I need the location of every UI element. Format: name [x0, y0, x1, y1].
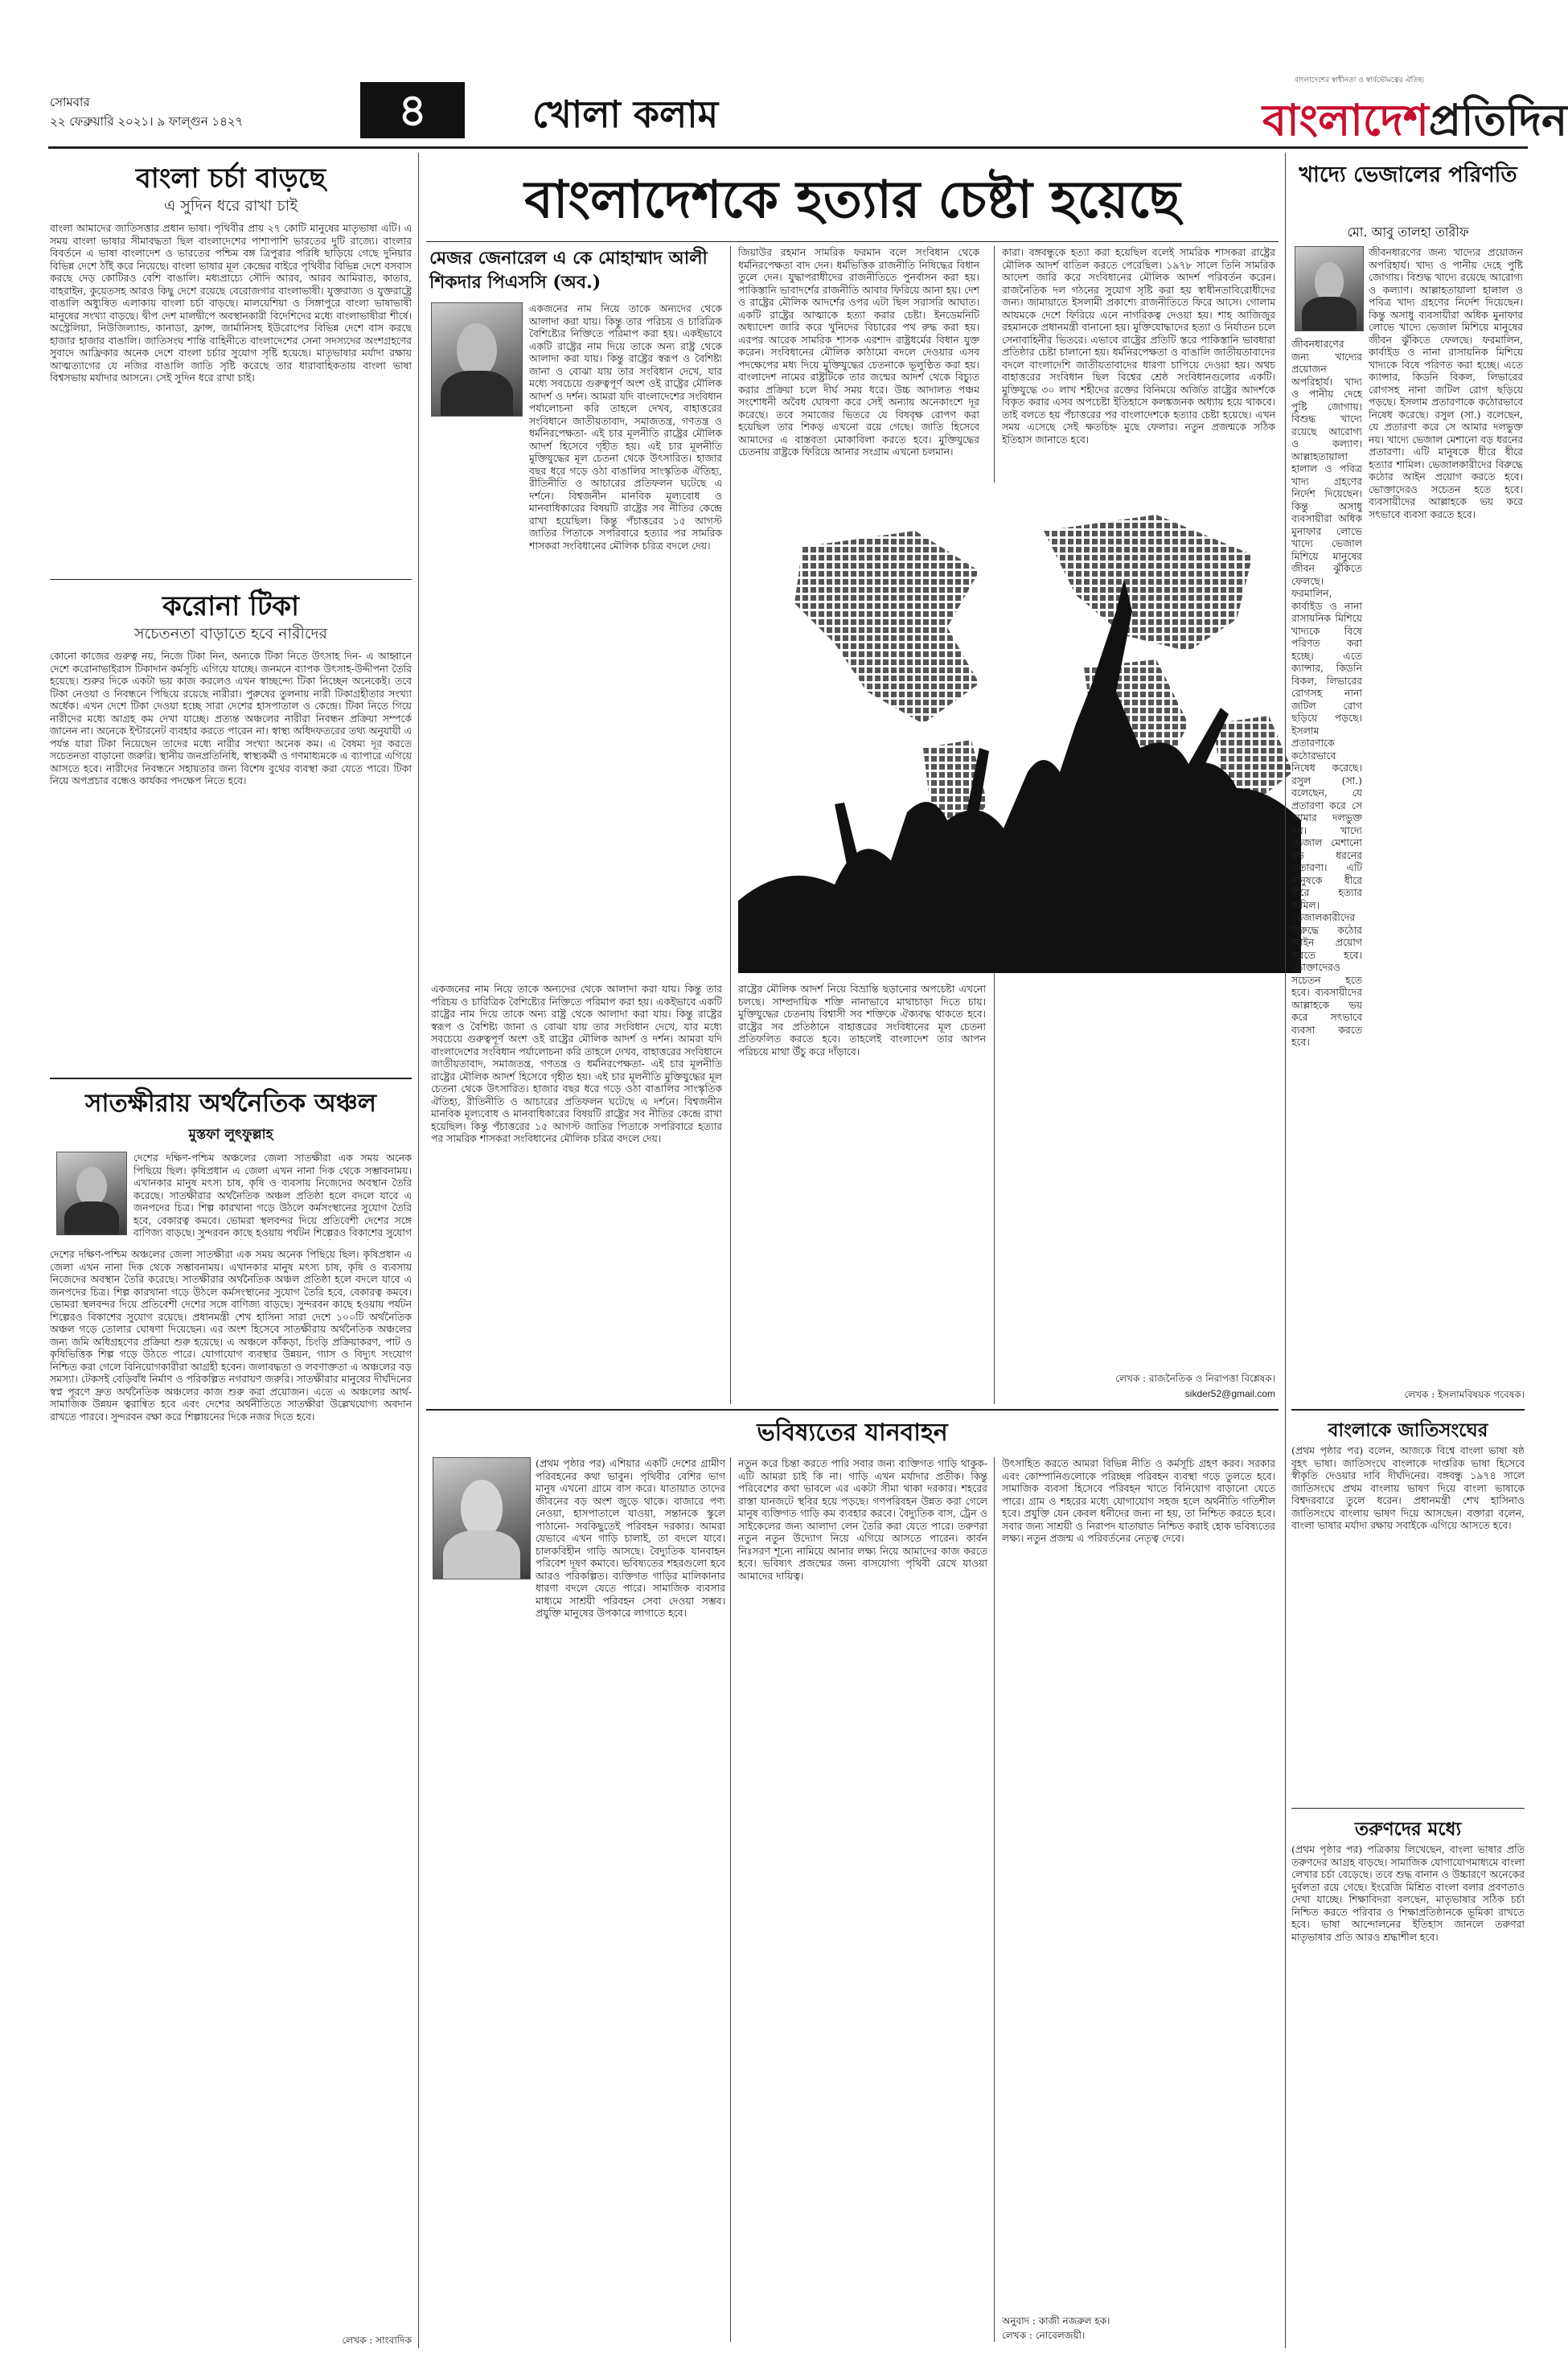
col1-article1-title: বাংলা চর্চা বাড়ছে	[135, 162, 326, 195]
header-rule	[48, 146, 1528, 149]
second-body-b: নতুন করে চিন্তা করতে পারি সবার জন্য ব্যক্তিগত গাড়ি থাকুক- এটি আমরা চাই কি না। গাড়ি এখন মর্যাদার প্রতীক। কিন্তু পরিবেশের কথা ভাবলে এর একটা সীমা থাকা দরকার। শহরের রাস্তা যানজটে স্থবির হয়ে পড়ছে। গণপরিবহন উন্নত করা গেলে মানুষ ব্যক্তিগত গাড়ি কম ব্যবহার করবে। বৈদ্যুতিক বাস, ট্রেন ও সাইকেলের জন্য আলাদা লেন তৈরি করা যেতে পারে। তরুণরা নতুন নতুন উদ্যোগ নিয়ে এগিয়ে আসতে পারেন। কার্বন নিঃসরণ শূন্যে নামিয়ে আনার লক্ষ্য নিয়ে আমাদের কাজ করতে হবে। ভবিষ্যৎ প্রজন্মের জন্য বাসযোগ্য পৃথিবী রেখে যাওয়া আমাদের দায়িত্ব।	[738, 1457, 987, 1582]
col1-rule2	[50, 1078, 412, 1079]
main-credit: লেখক : রাজনৈতিক ও নিরাপত্তা বিশ্লেষক।	[1115, 1373, 1275, 1384]
col5-article2-body: (প্রথম পৃষ্ঠার পর) বলেন, আজকে বিশ্বে বাংলা ভাষা ষষ্ঠ বৃহৎ ভাষা। জাতিসংঘে বাংলাকে দাপ্তরিক ভাষা হিসেবে স্বীকৃতি দেওয়ার দাবি দীর্ঘদিনের। বঙ্গবন্ধু ১৯৭৪ সালে জাতিসংঘে প্রথম বাংলায় ভাষণ দিয়ে বাংলা ভাষাকে বিশ্বদরবারে তুলে ধরেন। প্রধানমন্ত্রী শেখ হাসিনাও জাতিসংঘে বাংলায় ভাষণ দিয়ে আসছেন। বক্তারা বলেন, বাংলা ভাষার মর্যাদা রক্ষায় সবাইকে এগিয়ে আসতে হবে।	[1291, 1444, 1525, 1531]
col5-article1-title: খাদ্যে ভেজালের পরিণতি	[1299, 162, 1517, 187]
col5-article3-title: তরুণদের মধ্যে	[1354, 1818, 1462, 1840]
col5-article1-body-repeat: জীবনধারণের জন্য খাদ্যের প্রয়োজন অপরিহার্য। খাদ্য ও পানীয় দেহে পুষ্টি জোগায়। বিশুদ্ধ খাদ্যে রয়েছে আরোগ্য ও কল্যাণ। আল্লাহতায়ালা হালাল ও পবিত্র খাদ্য গ্রহণের নির্দেশ দিয়েছেন। কিন্তু অসাধু ব্যবসায়ীরা অধিক মুনাফার লোভে খাদ্যে ভেজাল মিশিয়ে মানুষের জীবন ঝুঁকিতে ফেলছে। ফরমালিন, কার্বাইড ও নানা রাসায়নিক মিশিয়ে খাদ্যকে বিষে পরিণত করা হচ্ছে। এতে ক্যান্সার, কিডনি বিকল, লিভারের রোগসহ নানা জটিল রোগ ছড়িয়ে পড়ছে। ইসলাম প্রতারণাকে কঠোরভাবে নিষেধ করেছে। রসুল (সা.) বলেছেন, যে প্রতারণা করে সে আমার দলভুক্ত নয়। খাদ্যে ভেজাল মেশানো বড় ধরনের প্রতারণা। এটি মানুষকে ধীরে ধীরে হত্যার শামিল। ভেজালকারীদের বিরুদ্ধে কঠোর আইন প্রয়োগ করতে হবে। ভোক্তাদেরও সচেতন হতে হবে। ব্যবসায়ীদের আল্লাহকে ভয় করে সৎভাবে ব্যবসা করতে হবে।	[1291, 338, 1362, 1048]
main-bottom-left-body	[431, 983, 722, 1401]
second-credit: লেখক : নোবেলজয়ী।	[1002, 2330, 1086, 2341]
col1-divider	[418, 153, 419, 2348]
main-right-body: কারা। বঙ্গবন্ধুকে হত্যা করা হয়েছিল বলেই সামরিক শাসকরা রাষ্ট্রের মৌলিক আদর্শ বাতিল করতে পেরেছিল। ১৯৭৮ সালে তিনি সামরিক আদেশ জারি করে সংবিধানের মৌলিক আদর্শ পরিবর্তন করেন। রাজনৈতিক দল গঠনের সুযোগ সৃষ্টি করা হয় স্বাধীনতাবিরোধীদের জন্য। জামায়াতে ইসলামী প্রকাশ্যে রাজনীতিতে ফিরে আসে। গোলাম আযমকে দেশে ফিরিয়ে এনে নাগরিকত্ব দেওয়া হয়। শাহ আজিজুর রহমানকে প্রধানমন্ত্রী বানানো হয়। মুক্তিযোদ্ধাদের হত্যা ও নির্যাতন চলে সেনাবাহিনীর ভিতরে। এভাবে রাষ্ট্রের প্রতিটি স্তরে পাকিস্তানি ভাবধারা প্রতিষ্ঠার চেষ্টা চালানো হয়। ধর্মনিরপেক্ষতা ও বাঙালি জাতীয়তাবাদের বদলে বাংলাদেশি জাতীয়তাবাদের ধারণা চাপিয়ে দেওয়া হয়। অথচ বাহাত্তরের সংবিধান ছিল বিশ্বের শ্রেষ্ঠ সংবিধানগুলোর একটি। মুক্তিযুদ্ধে ৩০ লাখ শহীদের রক্তের বিনিময়ে অর্জিত রাষ্ট্রের আদর্শকে বিকৃত করার এসব অপচেষ্টা ইতিহাসে কলঙ্কজনক অধ্যায় হয়ে থাকবে। তাই বলতে হয় পঁচাত্তরের পর বাংলাদেশকে হত্যার চেষ্টা হয়েছে। এখন সময় এসেছে সেই ক্ষতচিহ্ন মুছে ফেলার। নতুন প্রজন্মকে সঠিক ইতিহাস জানাতে হবে।	[1002, 246, 1275, 446]
col1-rule1	[50, 579, 412, 580]
header-day: সোমবার	[50, 95, 90, 109]
main-lead-body: একজনের নাম নিয়ে তাকে অন্যদের থেকে আলাদা করা যায়। কিন্তু তার পরিচয় ও চারিত্রিক বৈশিষ্ট্যের নিক্তিতে পরিমাপ করা হয়। একইভাবে একটি রাষ্ট্রের নাম দিয়ে তাকে অন্য রাষ্ট্র থেকে আলাদা করা যায়। কিন্তু রাষ্ট্রের স্বরূপ ও বৈশিষ্ট্য জানা ও বোঝা যায় তার সংবিধান দেখে, যার মধ্যে সবচেয়ে গুরুত্বপূর্ণ অংশ ওই রাষ্ট্রের মৌলিক আদর্শ ও দর্শন। আমরা যদি বাংলাদেশের সংবিধান পর্যালোচনা করি তাহলে দেখব, বাহাত্তরের সংবিধানে জাতীয়তাবাদ, সমাজতন্ত্র, গণতন্ত্র ও ধর্মনিরপেক্ষতা- এই চার মূলনীতি রাষ্ট্রের মৌলিক আদর্শ হিসেবে গৃহীত হয়। এই চার মূলনীতি মুক্তিযুদ্ধের মূল চেতনা থেকে উৎসারিত। হাজার বছর ধরে গড়ে ওঠা বাঙালির সাংস্কৃতিক ঐতিহ্য, রীতিনীতি ও আচারের প্রতিফলন ঘটেছে এ দর্শনে। বিশ্বজনীন মানবিক মূল্যবোধ ও মানবাধিকারের বিষয়টি রাষ্ট্রের সব নীতির কেন্দ্রে রাখা হয়েছিল। কিন্তু পঁচাত্তরের ১৫ আগস্ট জাতির পিতাকে সপরিবারে হত্যার পর সামরিক শাসকরা সংবিধানের মৌলিক চরিত্র বদলে দেয়।	[529, 302, 722, 552]
col1-article3-body-cont	[50, 1248, 412, 2326]
second-body-c: উৎসাহিত করতে আমরা বিভিন্ন নীতি ও কর্মসূচি গ্রহণ করব। সরকার এবং কোম্পানিগুলোকে পরিচ্ছন্ন পরিবহন ব্যবস্থা গড়ে তুলতে হবে। সামাজিক ব্যবসা হিসেবে পরিবহন খাতে বিনিয়োগ বাড়ানো যেতে পারে। গ্রাম ও শহরের মধ্যে যোগাযোগ সহজ হলে অর্থনীতি গতিশীল হবে। প্রযুক্তি যেন কেবল ধনীদের জন্য না হয়, তা নিশ্চিত করতে হবে। সবার জন্য সাশ্রয়ী ও নিরাপদ যাতায়াত নিশ্চিত করাই হোক ভবিষ্যতের লক্ষ্য। নতুন প্রজন্ম এ পরিবর্তনের নেতৃত্ব দেবে।	[1002, 1457, 1275, 1544]
col1-article3-body-repeat: দেশের দক্ষিণ-পশ্চিম অঞ্চলের জেলা সাতক্ষীরা এক সময় অনেক পিছিয়ে ছিল। কৃষিপ্রধান এ জেলা এখন নানা দিক থেকে সম্ভাবনাময়। এখানকার মানুষ মৎস্য চাষ, কৃষি ও ব্যবসায় নিজেদের অবস্থান তৈরি করেছে। সাতক্ষীরার অর্থনৈতিক অঞ্চল প্রতিষ্ঠা হলে বদলে যাবে এ জনপদের চিত্র। শিল্প কারখানা গড়ে উঠলে কর্মসংস্থানের সুযোগ তৈরি হবে, বেকারত্ব কমবে। ভোমরা স্থলবন্দর দিয়ে প্রতিবেশী দেশের সঙ্গে বাণিজ্য বাড়ছে। সুন্দরবন কাছে হওয়ায় পর্যটন শিল্পেরও বিকাশের সুযোগ রয়েছে। প্রধানমন্ত্রী শেখ হাসিনা সারা দেশে ১০০টি অর্থনৈতিক অঞ্চল গড়ে তোলার ঘোষণা দিয়েছেন। এর অংশ হিসেবে সাতক্ষীরায় অর্থনৈতিক অঞ্চলের জন্য জমি অধিগ্রহণের প্রক্রিয়া শুরু হয়েছে। এ অঞ্চলে কাঁকড়া, চিংড়ি প্রক্রিয়াকরণ, পাট ও কৃষিভিত্তিক শিল্প গড়ে উঠতে পারে। যোগাযোগ ব্যবস্থার উন্নয়ন, গ্যাস ও বিদ্যুৎ সংযোগ নিশ্চিত করা গেলে বিনিয়োগকারীরা আগ্রহী হবেন। জলাবদ্ধতা ও লবণাক্ততা এ অঞ্চলের বড় সমস্যা। টেকসই বেড়িবাঁধ নির্মাণ ও পরিকল্পিত নগরায়ণ জরুরি। সাতক্ষীরার মানুষের দীর্ঘদিনের স্বপ্ন পূরণে দ্রুত অর্থনৈতিক অঞ্চলের কাজ শুরু করা প্রয়োজন। এতে এ অঞ্চলের আর্থ-সামাজিক উন্নয়ন ত্বরান্বিত হবে এবং দেশের অর্থনীতিতে সাতক্ষীরা উল্লেখযোগ্য অবদান রাখতে পারবে। সুন্দরবন রক্ষা করে শিল্পায়নের দিকে নজর দিতে হবে।	[50, 1248, 412, 1423]
section-title: খোলা কলাম	[532, 92, 719, 136]
main-mid-body: জিয়াউর রহমান সামরিক ফরমান বলে সংবিধান থেকে ধর্মনিরপেক্ষতা বাদ দেন। ধর্মভিত্তিক রাজনীতি নিষিদ্ধের বিধান তুলে দেন। যুদ্ধাপরাধীদের রাজনীতিতে পুনর্বাসন করা হয়। পাকিস্তানি ভাবাদর্শের রাজনীতি আবার ফিরিয়ে আনা হয়। দেশ ও রাষ্ট্রের মৌলিক আদর্শের ওপর এটা ছিল সরাসরি আঘাত। একটি রাষ্ট্রের আত্মাকে হত্যা করার চেষ্টা। ইনডেমনিটি অধ্যাদেশ জারি করে খুনিদের বিচারের পথ রুদ্ধ করা হয়। এরপর আরেক সামরিক শাসক এরশাদ রাষ্ট্রধর্মের বিধান যুক্ত করেন। সংবিধানের মৌলিক কাঠামো বদলে দেওয়ার এসব পদক্ষেপের মধ্য দিয়ে মুক্তিযুদ্ধের চেতনাকে ভূলুণ্ঠিত করা হয়। বাংলাদেশ নামের রাষ্ট্রটিকে তার জন্মের আদর্শ থেকে বিচ্যুত করার প্রক্রিয়া চলে দীর্ঘ সময় ধরে। উচ্চ আদালত পঞ্চম সংশোধনী অবৈধ ঘোষণা করে সেই অন্যায় অনেকাংশে দূর করেছে। তবে সমাজের ভিতরে যে বিষবৃক্ষ রোপণ করা হয়েছিল তার শিকড় এখনো রয়ে গেছে। জাতি হিসেবে আমাদের এ বাস্তবতা মোকাবিলা করতে হবে। মুক্তিযুদ্ধের চেতনায় রাষ্ট্রকে ফিরিয়ে আনার সংগ্রাম এখনো চলমান।	[738, 246, 979, 458]
col5-article1-author: মো. আবু তালহা তারীফ	[1347, 224, 1469, 240]
main-email: sikder52@gmail.com	[1184, 1388, 1275, 1399]
main-author: মেজর জেনারেল এ কে মোহাম্মাদ আলী শিকদার পিএসসি (অব.)	[429, 248, 708, 293]
main-author-photo	[431, 302, 523, 417]
col1-article2-title: করোনা টিকা	[162, 590, 299, 622]
main-bottom-left-text: একজনের নাম নিয়ে তাকে অন্যদের থেকে আলাদা করা যায়। কিন্তু তার পরিচয় ও চারিত্রিক বৈশিষ্ট্যের নিক্তিতে পরিমাপ করা হয়। একইভাবে একটি রাষ্ট্রের নাম দিয়ে তাকে অন্য রাষ্ট্র থেকে আলাদা করা যায়। কিন্তু রাষ্ট্রের স্বরূপ ও বৈশিষ্ট্য জানা ও বোঝা যায় তার সংবিধান দেখে, যার মধ্যে সবচেয়ে গুরুত্বপূর্ণ অংশ ওই রাষ্ট্রের মৌলিক আদর্শ ও দর্শন। আমরা যদি বাংলাদেশের সংবিধান পর্যালোচনা করি তাহলে দেখব, বাহাত্তরের সংবিধানে জাতীয়তাবাদ, সমাজতন্ত্র, গণতন্ত্র ও ধর্মনিরপেক্ষতা- এই চার মূলনীতি রাষ্ট্রের মৌলিক আদর্শ হিসেবে গৃহীত হয়। এই চার মূলনীতি মুক্তিযুদ্ধের মূল চেতনা থেকে উৎসারিত। হাজার বছর ধরে গড়ে ওঠা বাঙালির সাংস্কৃতিক ঐতিহ্য, রীতিনীতি ও আচারের প্রতিফলন ঘটেছে এ দর্শনে। বিশ্বজনীন মানবিক মূল্যবোধ ও মানবাধিকারের বিষয়টি রাষ্ট্রের সব নীতির কেন্দ্রে রাখা হয়েছিল। কিন্তু পঁচাত্তরের ১৫ আগস্ট জাতির পিতাকে সপরিবারে হত্যার পর সামরিক শাসকরা সংবিধানের মৌলিক চরিত্র বদলে দেয়।	[431, 983, 722, 1144]
col5-article1-body: জীবনধারণের জন্য খাদ্যের প্রয়োজন অপরিহার্য। খাদ্য ও পানীয় দেহে পুষ্টি জোগায়। বিশুদ্ধ খাদ্যে রয়েছে আরোগ্য ও কল্যাণ। আল্লাহতায়ালা হালাল ও পবিত্র খাদ্য গ্রহণের নির্দেশ দিয়েছেন। কিন্তু অসাধু ব্যবসায়ীরা অধিক মুনাফার লোভে খাদ্যে ভেজাল মিশিয়ে মানুষের জীবন ঝুঁকিতে ফেলছে। ফরমালিন, কার্বাইড ও নানা রাসায়নিক মিশিয়ে খাদ্যকে বিষে পরিণত করা হচ্ছে। এতে ক্যান্সার, কিডনি বিকল, লিভারের রোগসহ নানা জটিল রোগ ছড়িয়ে পড়ছে। ইসলাম প্রতারণাকে কঠোরভাবে নিষেধ করেছে। রসুল (সা.) বলেছেন, যে প্রতারণা করে সে আমার দলভুক্ত নয়। খাদ্যে ভেজাল মেশানো বড় ধরনের প্রতারণা। এটি মানুষকে ধীরে ধীরে হত্যার শামিল। ভেজালকারীদের বিরুদ্ধে কঠোর আইন প্রয়োগ করতে হবে। ভোক্তাদেরও সচেতন হতে হবে। ব্যবসায়ীদের আল্লাহকে ভয় করে সৎভাবে ব্যবসা করতে হবে।	[1369, 246, 1523, 520]
second-title: ভবিষ্যতের যানবাহন	[757, 1419, 948, 1447]
main-bottom-rule	[426, 1409, 1279, 1411]
main-illustration	[738, 483, 1301, 973]
second-translator: অনুবাদ : কাজী নজরুল হক।	[1002, 2315, 1110, 2327]
masthead-right: প্রতিদিন	[1428, 94, 1568, 146]
col1-article1-body: বাংলা আমাদের জাতিসত্তার প্রধান ভাষা। পৃথিবীর প্রায় ২৭ কোটি মানুষের মাতৃভাষা এটি। এ সময় বাংলা ভাষার সীমাবদ্ধতা ছিল বাংলাদেশের পাশাপাশি ভারতের দুটি রাজ্যে। বাংলার বিবর্তনে এ ভাষা বাংলাদেশ ও ভারতের পশ্চিম বঙ্গ ত্রিপুরার পরিধি ছাড়িয়ে গেছে দুনিয়ার বিভিন্ন দেশে ঠাঁই করে নিয়েছে। বাংলা ভাষার মূল কেন্দ্রের বাইরে পৃথিবীর বিভিন্ন দেশে বসবাস করছে দেড় কোটিরও বেশি বাঙালি। মধ্যপ্রাচ্যে সৌদি আরব, আরব আমিরাত, কাতার, বাহরাইন, কুয়েতসহ আরও কিছু দেশে রয়েছে বেরোজগার বাংলাভাষী। যুক্তরাজ্য ও যুক্তরাষ্ট্রে বাঙালি অধ্যুষিত এলাকায় বাংলা চর্চা বাড়ছে। মালয়েশিয়া ও সিঙ্গাপুরে বাংলা ভাষাভাষী মানুষের সংখ্যা বাড়ছে। দ্বীপ দেশ মালদ্বীপে অবস্থানকারী বিদেশিদের মধ্যে বাংলাভাষীরা শীর্ষে। অস্ট্রেলিয়া, নিউজিল্যান্ড, কানাডা, ফ্রান্স, জার্মানিসহ ইউরোপের বিভিন্ন দেশে বাস করছে হাজার হাজার বাঙালি। জাতিসংঘ শান্তি বাহিনীতে বাংলাদেশের সেনা সদস্যদের অংশগ্রহণের সুবাদে আফ্রিকার অনেক দেশে বাংলা চর্চার সুযোগ সৃষ্টি হয়েছে। মাতৃভাষার মর্যাদা রক্ষায় আত্মত্যাগের যে নজির বাঙালি জাতি সৃষ্টি করেছে তার ধারাবাহিকতায় বাংলা ভাষা বিশ্বসভায় মর্যাদার আসনে। সেই সুদিন ধরে রাখা চাই।	[50, 222, 412, 384]
main-bottom-mid-body: রাষ্ট্রের মৌলিক আদর্শ নিয়ে বিভ্রান্তি ছড়ানোর অপচেষ্টা এখনো চলছে। সাম্প্রদায়িক শক্তি নানাভাবে মাথাচাড়া দিতে চায়। মুক্তিযুদ্ধের চেতনায় বিশ্বাসী সব শক্তিকে ঐক্যবদ্ধ থাকতে হবে। রাষ্ট্রের সব প্রতিষ্ঠানে বাহাত্তরের সংবিধানের মূল চেতনা প্রতিফলিত করতে হবে। তাহলেই বাংলাদেশ তার আপন পরিচয়ে মাথা উঁচু করে দাঁড়াবে।	[738, 983, 986, 1058]
crowd-illustration-graphic	[738, 483, 1301, 973]
page-number: ৪	[397, 84, 428, 137]
col1-article3-credit: লেখক : সাংবাদিক	[342, 2335, 412, 2346]
col5-article3-body: (প্রথম পৃষ্ঠার পর) পত্রিকায় লিখেছেন, বাংলা ভাষার প্রতি তরুণদের আগ্রহ বাড়ছে। সামাজিক যোগাযোগমাধ্যমে বাংলা লেখার চর্চা বেড়েছে। তবে শুদ্ধ বানান ও উচ্চারণে অনেকের দুর্বলতা রয়ে গেছে। ইংরেজি মিশ্রিত বাংলা বলার প্রবণতাও দেখা যাচ্ছে। শিক্ষাবিদরা বলছেন, মাতৃভাষার সঠিক চর্চা নিশ্চিত করতে পরিবার ও শিক্ষাপ্রতিষ্ঠানকে ভূমিকা রাখতে হবে। ভাষা আন্দোলনের ইতিহাস জানলে তরুণরা মাতৃভাষার প্রতি আরও শ্রদ্ধাশীল হবে।	[1291, 1843, 1525, 1943]
main-headline-rule	[426, 241, 1279, 242]
col1-article1-subtitle: এ সুদিন ধরে রাখা চাই	[163, 197, 298, 215]
col5-article2-title: বাংলাকে জাতিসংঘের	[1328, 1419, 1488, 1441]
col5-divider	[1285, 153, 1286, 2348]
second-divider-1	[730, 1457, 731, 2342]
col1-article3-title: সাতক্ষীরায় অর্থনৈতিক অঞ্চল	[85, 1089, 376, 1118]
col5-article1-credit: লেখক : ইসলামবিষয়ক গবেষক।	[1404, 1389, 1525, 1400]
col5-rule1	[1291, 1409, 1525, 1411]
masthead-left: বাংলাদেশ	[1262, 94, 1429, 146]
col1-author-photo	[56, 1152, 127, 1235]
col5-author-photo	[1295, 246, 1364, 331]
second-body-a: (প্রথম পৃষ্ঠার পর) এশিয়ার একটি দেশের গ্রামীণ পরিবহনের কথা ভাবুন। পৃথিবীর বেশির ভাগ মানুষ এখনো গ্রামে বাস করে। যাতায়াত তাদের জীবনের বড় অংশ জুড়ে থাকে। বাজারে পণ্য নেওয়া, হাসপাতালে যাওয়া, সন্তানকে স্কুলে পাঠানো- সবকিছুতেই পরিবহন দরকার। আমরা যেভাবে এখন গাড়ি চালাই, তা বদলে যাবে। চালকবিহীন গাড়ি আসছে। বৈদ্যুতিক যানবাহন পরিবেশ দূষণ কমাবে। ভবিষ্যতের শহরগুলো হবে আরও পরিকল্পিত। ব্যক্তিগত গাড়ির মালিকানার ধারণা বদলে যেতে পারে। সামাজিক ব্যবসার মাধ্যমে সাশ্রয়ী পরিবহন সেবা দেওয়া সম্ভব। প্রযুক্তি মানুষের উপকারে লাগাতে হবে।	[536, 1457, 725, 1619]
col1-article3-author: মুস্তফা লুৎফুল্লাহ	[188, 1127, 273, 1143]
col1-article2-subtitle: সচেতনতা বাড়াতে হবে নারীদের	[134, 625, 327, 643]
main-headline: বাংলাদেশকে হত্যার চেষ্টা হয়েছে	[524, 170, 1180, 230]
masthead-tagline: বাংলাদেশের স্বাধীনতা ও স্বার্বভৌমত্বের ঐতিহ্য	[1295, 76, 1425, 84]
header-date: ২২ ফেব্রুয়ারি ২০২১। ৯ ফাল্গুন ১৪২৭	[50, 114, 244, 129]
col5-article1-body-lower	[1291, 338, 1362, 1383]
second-divider-2	[994, 1457, 995, 2342]
second-author-photo	[433, 1457, 531, 1579]
col1-article3-body: দেশের দক্ষিণ-পশ্চিম অঞ্চলের জেলা সাতক্ষীরা এক সময় অনেক পিছিয়ে ছিল। কৃষিপ্রধান এ জেলা এখন নানা দিক থেকে সম্ভাবনাময়। এখানকার মানুষ মৎস্য চাষ, কৃষি ও ব্যবসায় নিজেদের অবস্থান তৈরি করেছে। সাতক্ষীরার অর্থনৈতিক অঞ্চল প্রতিষ্ঠা হলে বদলে যাবে এ জনপদের চিত্র। শিল্প কারখানা গড়ে উঠলে কর্মসংস্থানের সুযোগ তৈরি হবে, বেকারত্ব কমবে। ভোমরা স্থলবন্দর দিয়ে প্রতিবেশী দেশের সঙ্গে বাণিজ্য বাড়ছে। সুন্দরবন কাছে হওয়ায় পর্যটন শিল্পেরও বিকাশের সুযোগ	[133, 1152, 412, 1238]
col5-rule2	[1291, 1808, 1525, 1809]
main-col-divider-1	[730, 246, 731, 1404]
col1-article2-body: কোনো কাজের গুরুত্ব নয়, নিজে টিকা নিন, অন্যকে টিকা নিতে উৎসাহ দিন- এ আহ্বানে দেশে করোনাভাইরাস টিকাদান কর্মসূচি এগিয়ে যাচ্ছে। জনমনে ব্যাপক উৎসাহ-উদ্দীপনা তৈরি হয়েছে। শুরুর দিকে একটা ভয় কাজ করলেও এখন স্বাচ্ছন্দ্যে টিকা নিচ্ছেন অনেকেই। তবে টিকা নেওয়া ও নিবন্ধনে পিছিয়ে রয়েছে নারীরা। পুরুষের তুলনায় নারী টিকাগ্রহীতার সংখ্যা অর্ধেক। এখন দেশে টিকা দেওয়া হচ্ছে সারা দেশের হাসপাতাল ও কেন্দ্রে। টিকা নিতে গিয়ে নারীদের মধ্যে আগ্রহ কম দেখা যাচ্ছে। প্রত্যন্ত অঞ্চলের নারীরা নিবন্ধন প্রক্রিয়া সম্পর্কে জানেন না। অনেকে ইন্টারনেট ব্যবহার করতে পারেন না। স্বাস্থ্য অধিদফতরের তথ্য অনুযায়ী এ পর্যন্ত যারা টিকা নিয়েছেন তাদের মধ্যে নারীর সংখ্যা অনেক কম। এ বৈষম্য দূর করতে সচেতনতা বাড়ানো জরুরি। স্থানীয় জনপ্রতিনিধি, স্বাস্থ্যকর্মী ও গণমাধ্যমকে এ ব্যাপারে এগিয়ে আসতে হবে। নারীদের নিবন্ধনে সহায়তার জন্য বিশেষ বুথের ব্যবস্থা করা যেতে পারে। টিকা নিয়ে অপপ্রচার বন্ধেও কার্যকর পদক্ষেপ নিতে হবে।	[50, 650, 412, 787]
